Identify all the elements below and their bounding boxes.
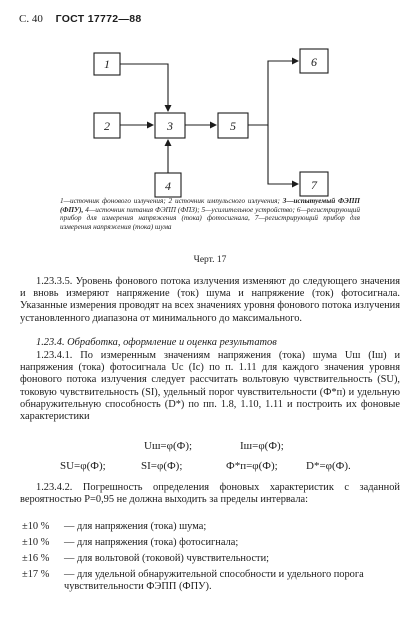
tolerance-item: [22, 569, 397, 593]
block-7-label: 7: [311, 178, 317, 192]
block-1-label: 1: [104, 57, 110, 71]
tolerance-text: — для напряжения (тока) фотосигнала;: [64, 537, 239, 548]
section-heading-1-23-4: [20, 337, 400, 349]
paragraph-1-23-4-1: 1.23.4.1. По измеренным значениям напряжения (тока) шума Uш (Iш) и напряжения (тока) фотосигнала Uс (Iс) по п. 1.11 для каждого значения уровня фонового потока излучения следует рассчитать вольтовую чувствительность (SU), токовую чувствительность (SI), удельный порог чувствительности (Ф*п) и удельную обнаружительную способность (D*) по пп. 1.8, 1.10, 1.11 и построить их фоновые характеристики: [20, 350, 400, 423]
block-3-label: 3: [167, 119, 173, 133]
tolerance-value: ±10 %: [22, 521, 50, 532]
paragraph-1-23-4-2: 1.23.4.2. Погрешность определения фоновых характеристик с заданной вероятностью P=0,95 не должна выходить за пределы интервала:: [20, 482, 400, 506]
tolerance-item: [22, 521, 397, 533]
formula-voltage-sensitivity: SU=φ(Ф);: [60, 460, 106, 472]
tolerance-text: — для удельной обнаружительной способности и удельного порога чувствительности ФЭПП (ФПУ).: [64, 569, 364, 593]
figure-label: Черт. 17: [193, 255, 227, 265]
caption-part-2: 3—испытуемый ФЭПП (ФПУ),: [60, 197, 360, 214]
block-2-label: 2: [104, 119, 110, 133]
block-4-label: 4: [165, 179, 171, 193]
paragraph-1-23-3-5: 1.23.3.5. Уровень фонового потока излучения изменяют до следующего значения и вновь измеряют напряжение (ток) шума и напряжение (ток) фотосигнала. Указанные измерения проводят на всех значениях уровня фонового потока излучения установленного диапазона от минимального до максимального.: [20, 276, 400, 324]
tolerance-value: ±10 %: [22, 537, 50, 548]
section-heading-text: 1.23.4. Обработка, оформление и оценка результатов: [36, 337, 277, 348]
caption-part-3: 4—источник питания ФЭПП (ФПЗ); 5—усилительное устройство; 6—регистрирующий прибор для измерения напряжения (тока) фотосигнала, 7—регистрирующий прибор для измерения напряжения (тока) шума: [60, 205, 360, 231]
formula-detectivity: D*=φ(Ф).: [306, 460, 351, 472]
page-number: С. 40: [19, 13, 43, 25]
tolerance-item: [22, 553, 397, 565]
figure-caption: [60, 197, 360, 231]
arrow-1-to-3: [120, 64, 168, 111]
tolerance-text: — для напряжения (тока) шума;: [64, 521, 207, 532]
arrow-5-to-7: [268, 125, 298, 184]
tolerance-text: — для вольтовой (токовой) чувствительности;: [64, 553, 270, 564]
formula-noise-voltage: Uш=φ(Ф);: [144, 440, 193, 452]
tolerance-item: [22, 537, 397, 549]
tolerance-value: ±17 %: [22, 569, 50, 580]
block-6-label: 6: [311, 55, 317, 69]
block-diagram: [0, 0, 420, 200]
caption-part-1: 1—источник фонового излучения; 2 источник импульсного излучения;: [60, 197, 283, 205]
formula-threshold: Ф*п=φ(Ф);: [226, 460, 278, 472]
standard-code: ГОСТ 17772—88: [55, 13, 142, 25]
tolerance-value: ±16 %: [22, 553, 50, 564]
block-5-label: 5: [230, 119, 236, 133]
arrow-5-to-6: [248, 61, 298, 125]
formula-noise-current: Iш=φ(Ф);: [240, 440, 284, 452]
formula-current-sensitivity: SI=φ(Ф);: [141, 460, 183, 472]
